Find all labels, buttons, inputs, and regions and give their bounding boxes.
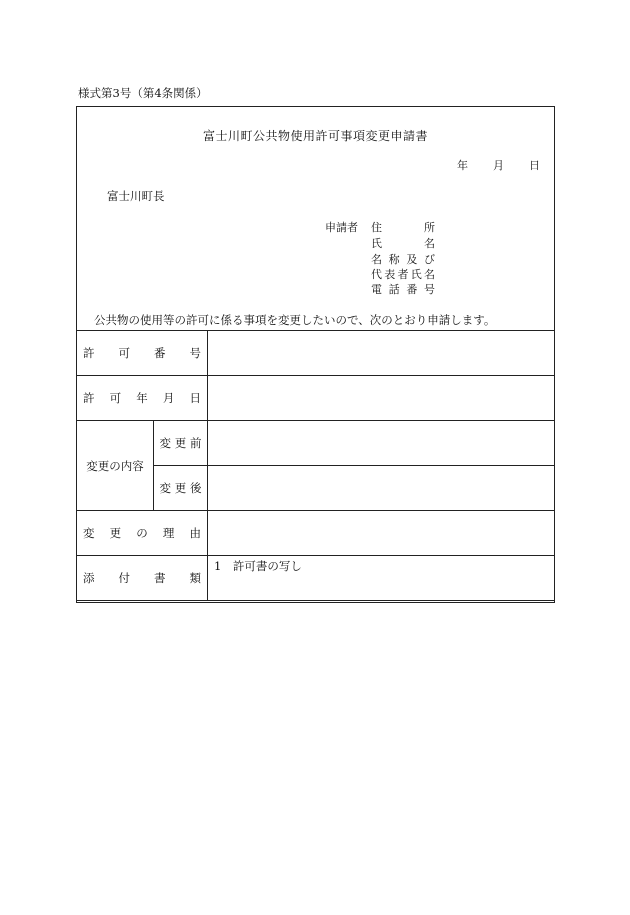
date-month: 月 <box>493 159 504 172</box>
applicant-phone-label <box>371 281 435 297</box>
permit-number-field[interactable] <box>208 331 555 376</box>
permit-date-field[interactable] <box>208 376 555 421</box>
before-label: 変更前 <box>154 421 208 466</box>
permit-number-label: 許可番号 <box>77 331 208 376</box>
reason-label: 変更の理由 <box>77 511 208 556</box>
applicant-address-label <box>371 219 435 235</box>
attachments-field: 1 許可書の写し <box>208 556 555 601</box>
address-text: 住 所 <box>371 221 435 234</box>
date-day: 日 <box>529 159 540 172</box>
table-row <box>77 511 555 556</box>
name-text: 氏 名 <box>371 237 435 250</box>
before-field[interactable] <box>208 421 555 466</box>
after-field[interactable] <box>208 466 555 511</box>
table-row <box>77 421 555 466</box>
applicant-label: 申請者 <box>325 221 358 234</box>
reason-field[interactable] <box>208 511 555 556</box>
org-text: 名称及び <box>371 253 435 266</box>
change-content-label: 変更の内容 <box>77 421 154 511</box>
declaration-text: 公共物の使用等の許可に係る事項を変更したいので、次のとおり申請します。 <box>94 313 496 327</box>
permit-date-label: 許可年月日 <box>77 376 208 421</box>
attachments-label: 添付書類 <box>77 556 208 601</box>
form-number: 様式第3号（第4条関係） <box>78 86 208 100</box>
table-row <box>77 376 555 421</box>
application-form <box>76 106 555 603</box>
table-row <box>77 331 555 376</box>
date-year: 年 <box>457 159 468 172</box>
phone-text: 電話番号 <box>371 283 435 296</box>
applicant-name-label <box>371 235 435 251</box>
details-table <box>76 330 555 601</box>
applicant-rep-label <box>371 266 435 282</box>
rep-text: 代表者氏名 <box>371 268 435 281</box>
form-title: 富士川町公共物使用許可事項変更申請書 <box>202 129 428 143</box>
after-label: 変更後 <box>154 466 208 511</box>
addressee: 富士川町長 <box>107 189 165 203</box>
applicant-org-label <box>371 251 435 267</box>
table-row <box>77 556 555 601</box>
